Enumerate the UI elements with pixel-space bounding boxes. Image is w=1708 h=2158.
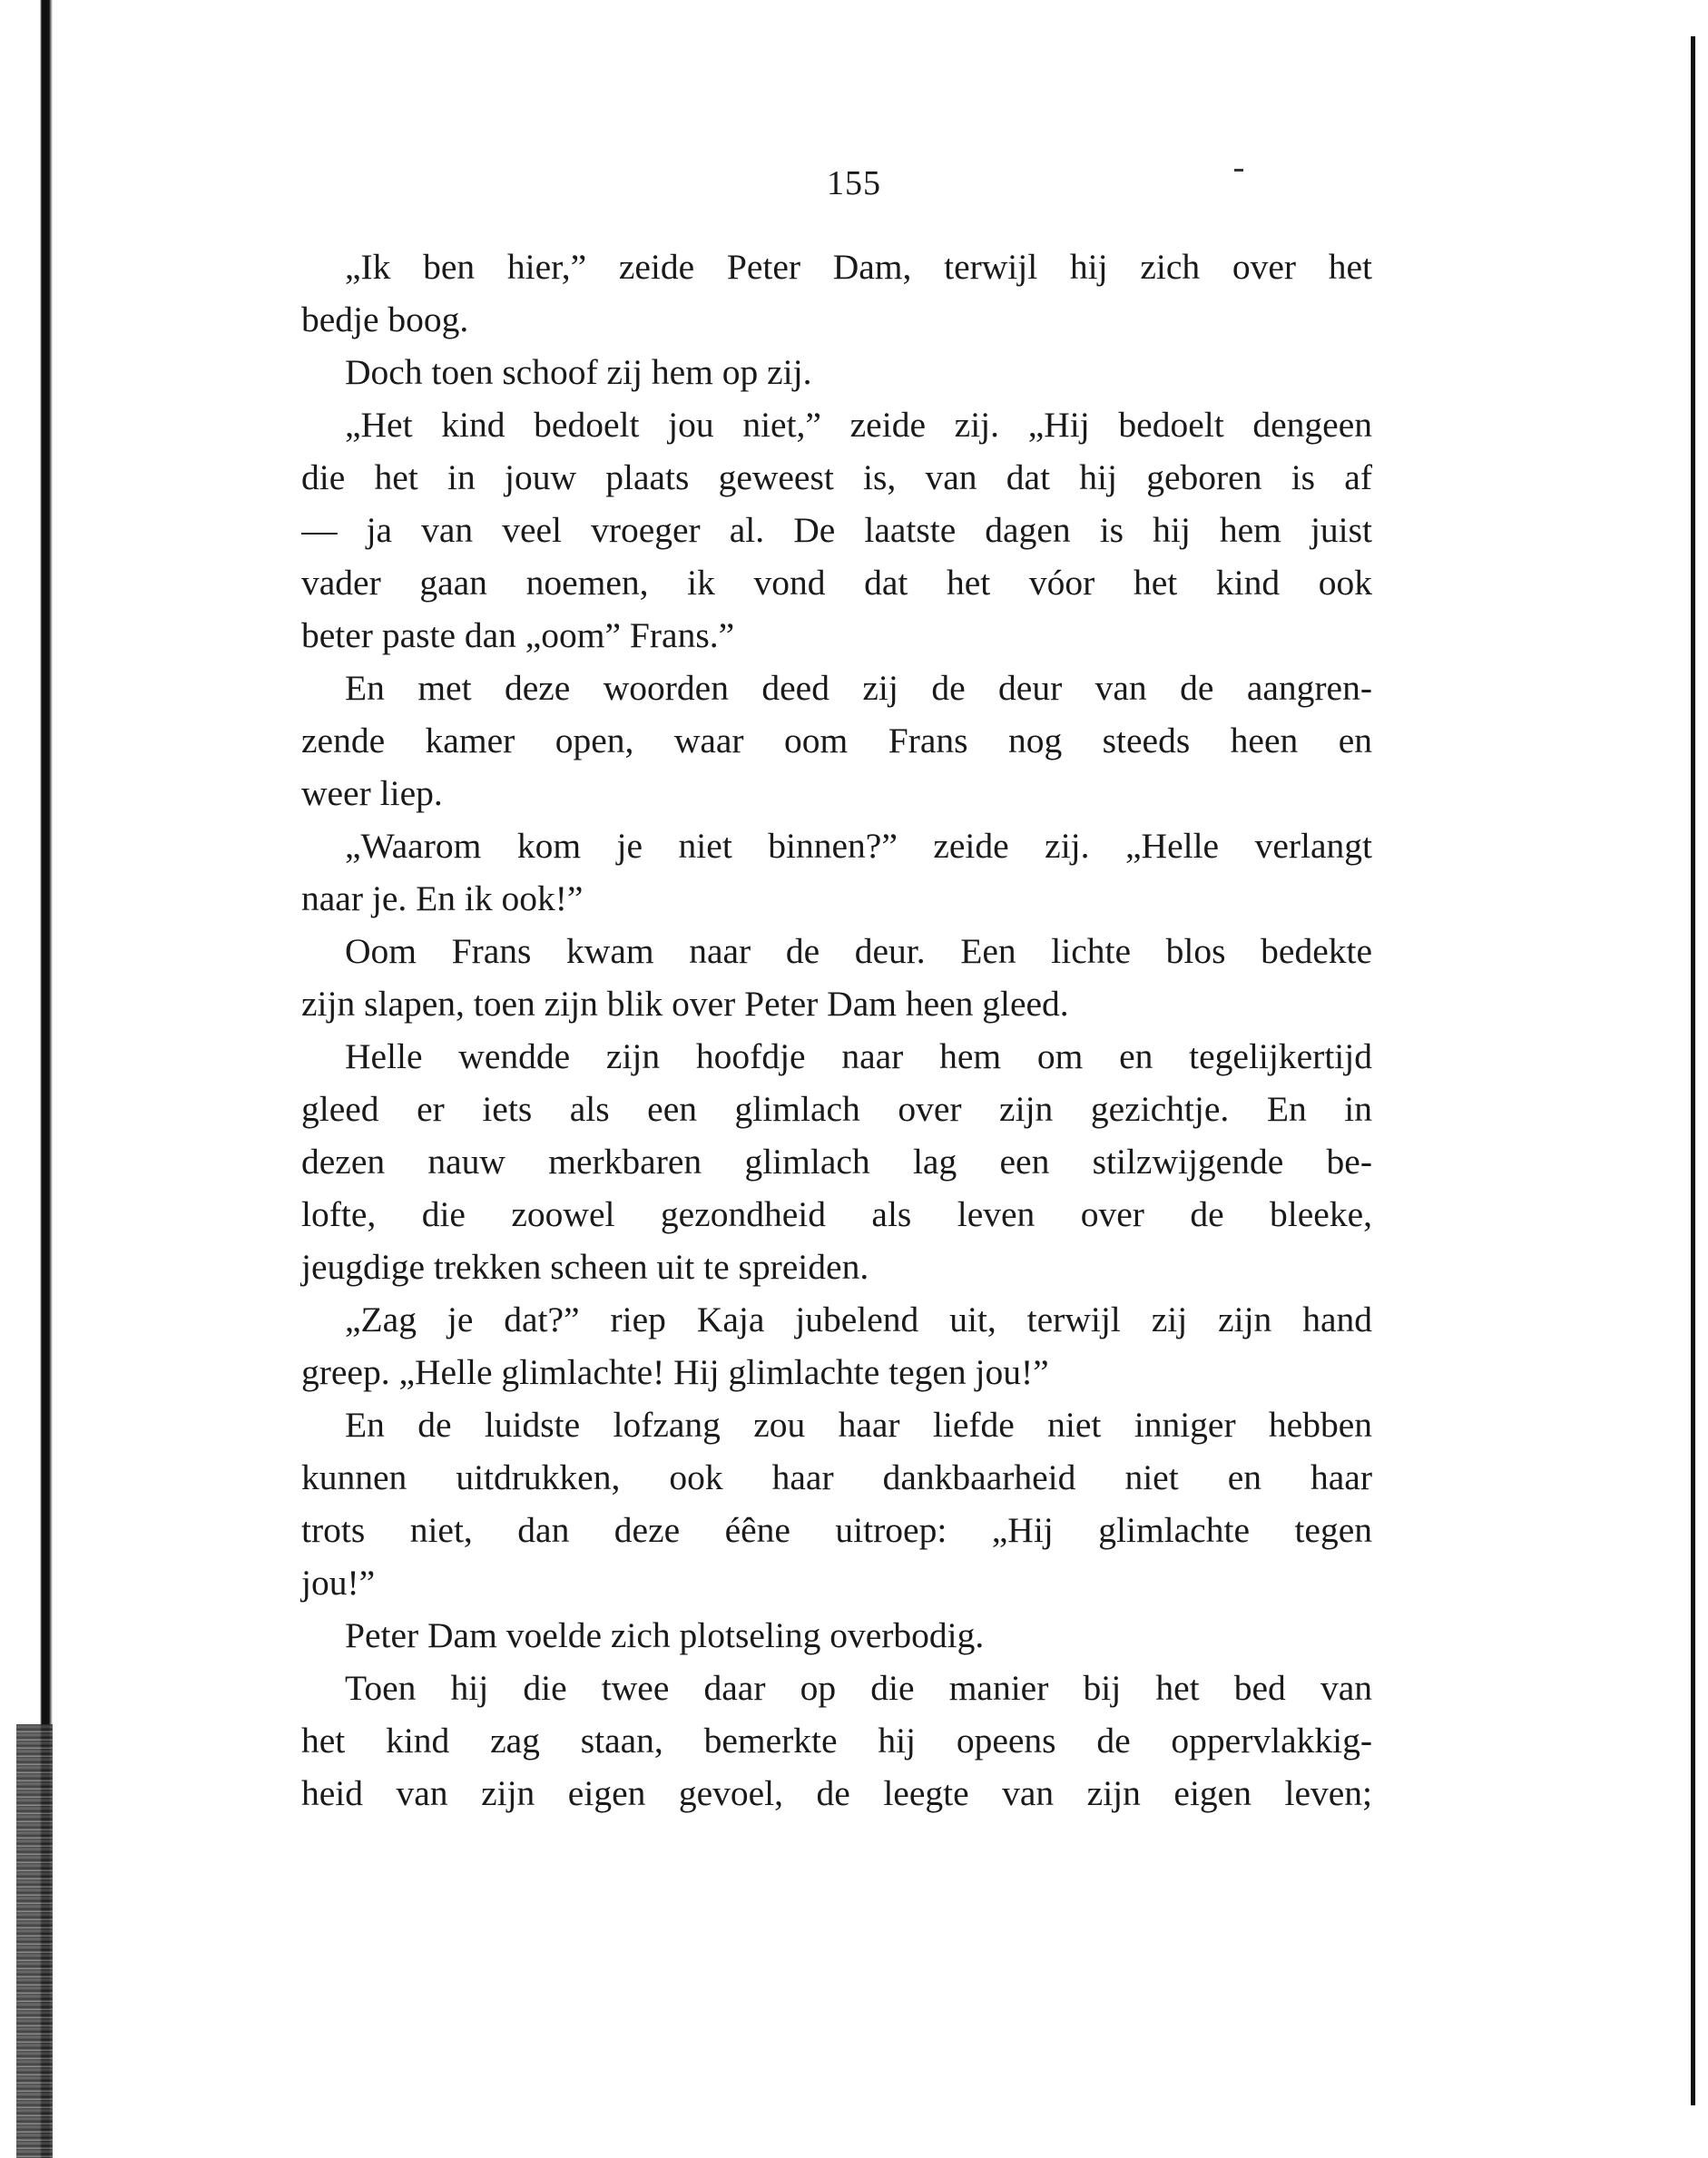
text-line: kunnen uitdrukken, ook haar dankbaarheid niet en haar bbox=[301, 1457, 1372, 1497]
text-line: Oom Frans kwam naar de deur. Een lichte blos bedekte bbox=[345, 931, 1372, 971]
text-line: zende kamer open, waar oom Frans nog steeds heen en bbox=[301, 721, 1372, 760]
text-line: Helle wendde zijn hoofdje naar hem om en tegelijkertijd bbox=[345, 1036, 1372, 1076]
scan-binding-texture bbox=[16, 1724, 53, 2158]
text-line: beter paste dan „oom” Frans.” bbox=[301, 615, 735, 655]
text-line: „Waarom kom je niet binnen?” zeide zij. „Helle verlangt bbox=[345, 826, 1372, 866]
body-text bbox=[301, 240, 1372, 1820]
text-line: En de luidste lofzang zou haar liefde niet inniger hebben bbox=[345, 1405, 1372, 1445]
text-line: „Het kind bedoelt jou niet,” zeide zij. „Hij bedoelt dengeen bbox=[345, 405, 1372, 445]
text-line: Doch toen schoof zij hem op zij. bbox=[345, 352, 812, 392]
text-line: „Zag je dat?” riep Kaja jubelend uit, terwijl zij zijn hand bbox=[345, 1300, 1372, 1339]
text-line: trots niet, dan deze éêne uitroep: „Hij glimlachte tegen bbox=[301, 1510, 1372, 1550]
text-line: „Ik ben hier,” zeide Peter Dam, terwijl hij zich over het bbox=[345, 247, 1372, 287]
text-line: bedje boog. bbox=[301, 299, 469, 339]
text-line: die het in jouw plaats geweest is, van dat hij geboren is af bbox=[301, 457, 1372, 497]
text-line: vader gaan noemen, ik vond dat het vóor het kind ook bbox=[301, 563, 1372, 603]
text-line: weer liep. bbox=[301, 773, 443, 813]
text-line: Toen hij die twee daar op die manier bij het bed van bbox=[345, 1668, 1372, 1708]
text-line: dezen nauw merkbaren glimlach lag een stilzwijgende be- bbox=[301, 1142, 1372, 1182]
text-line: gleed er iets als een glimlach over zijn gezichtje. En in bbox=[301, 1089, 1372, 1129]
text-line: jou!” bbox=[301, 1563, 376, 1603]
text-line: het kind zag staan, bemerkte hij opeens de oppervlakkig- bbox=[301, 1721, 1372, 1761]
text-line: naar je. En ik ook!” bbox=[301, 878, 584, 918]
text-line: greep. „Helle glimlachte! Hij glimlachte tegen jou!” bbox=[301, 1352, 1049, 1392]
page-number: 155 bbox=[827, 164, 881, 202]
text-line: jeugdige trekken scheen uit te spreiden. bbox=[301, 1247, 869, 1287]
text-line: — ja van veel vroeger al. De laatste dagen is hij hem juist bbox=[301, 510, 1372, 550]
text-line: Peter Dam voelde zich plotseling overbodig. bbox=[345, 1615, 985, 1655]
text-line: heid van zijn eigen gevoel, de leegte van zijn eigen leven; bbox=[301, 1773, 1372, 1813]
text-line: En met deze woorden deed zij de deur van de aangren- bbox=[345, 668, 1372, 708]
scan-edge-right bbox=[1691, 36, 1695, 2105]
text-line: zijn slapen, toen zijn blik over Peter Dam heen gleed. bbox=[301, 984, 1069, 1024]
text-line: lofte, die zoowel gezondheid als leven over de bleeke, bbox=[301, 1194, 1372, 1234]
